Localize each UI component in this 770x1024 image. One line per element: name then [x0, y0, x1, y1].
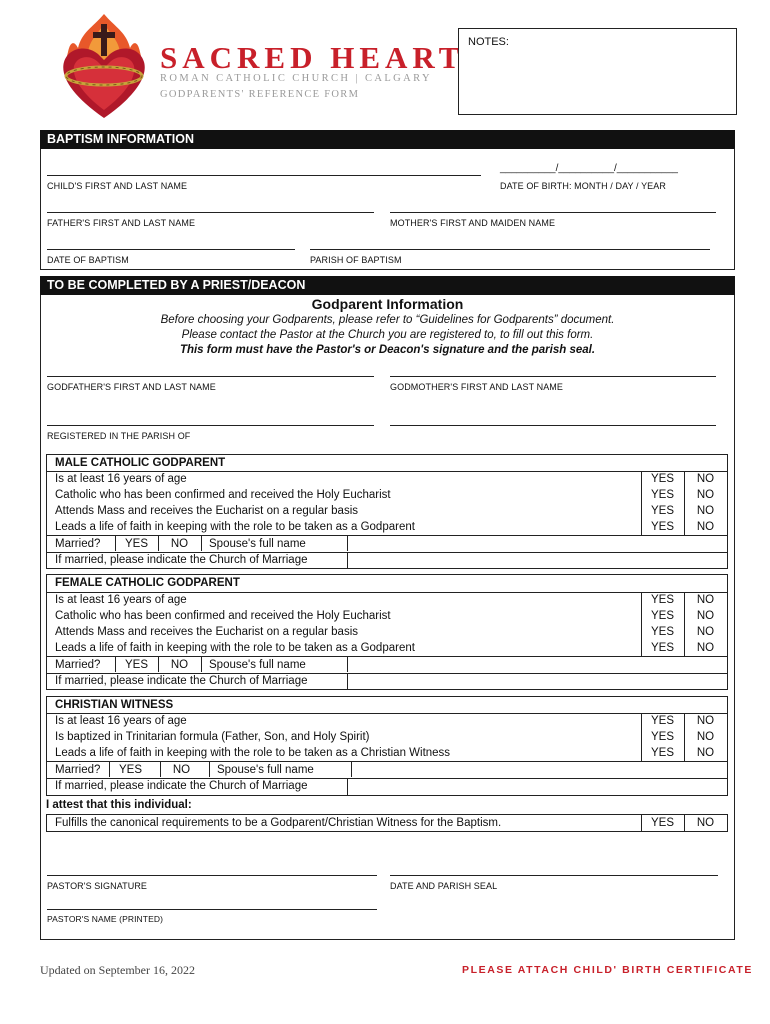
- attest-statement: Fulfills the canonical requirements to be a Godparent/Christian Witness for the Baptism.: [55, 817, 502, 829]
- registered-parish-field-2[interactable]: [390, 425, 716, 426]
- male-yes-3[interactable]: YES: [650, 505, 674, 517]
- female-married-no[interactable]: NO: [170, 659, 189, 671]
- male-married-no[interactable]: NO: [170, 538, 189, 550]
- godfather-name-label: GODFATHER'S FIRST AND LAST NAME: [47, 382, 216, 392]
- male-title: MALE CATHOLIC GODPARENT: [55, 457, 226, 469]
- church-name: SACRED HEART: [160, 40, 465, 75]
- female-married-label: Married?: [55, 659, 101, 671]
- birth-certificate-note: PLEASE ATTACH CHILD' BIRTH CERTIFICATE: [462, 964, 753, 976]
- baptism-date-label: DATE OF BAPTISM: [47, 255, 129, 265]
- date-seal-label: DATE AND PARISH SEAL: [390, 881, 498, 891]
- notes-label: NOTES:: [468, 36, 509, 48]
- witness-no-2[interactable]: NO: [696, 731, 715, 743]
- female-godparent-table: [46, 574, 728, 690]
- male-spouse-label: Spouse's full name: [209, 538, 306, 550]
- witness-married-no[interactable]: NO: [172, 764, 191, 776]
- registered-parish-field[interactable]: [47, 425, 374, 426]
- male-item-mass: Attends Mass and receives the Eucharist on a regular basis: [55, 505, 358, 517]
- sacred-heart-logo: [52, 10, 156, 122]
- church-subtitle: ROMAN CATHOLIC CHURCH | CALGARY: [160, 73, 432, 84]
- instruction-line-3: This form must have the Pastor's or Deacon's signature and the parish seal.: [179, 344, 596, 356]
- instruction-line-2: Please contact the Pastor at the Church you are registered to, to fill out this form.: [181, 329, 594, 341]
- witness-item-baptized: Is baptized in Trinitarian formula (Father, Son, and Holy Spirit): [55, 731, 370, 743]
- male-marriage-church-label: If married, please indicate the Church of Marriage: [55, 554, 308, 566]
- witness-marriage-church-label: If married, please indicate the Church of Marriage: [55, 780, 308, 792]
- witness-married-label: Married?: [55, 764, 101, 776]
- female-item-confirmed: Catholic who has been confirmed and received the Holy Eucharist: [55, 610, 391, 622]
- female-marriage-church-label: If married, please indicate the Church of Marriage: [55, 675, 308, 687]
- female-item-age: Is at least 16 years of age: [55, 594, 187, 606]
- female-no-1[interactable]: NO: [696, 594, 715, 606]
- christian-witness-table: [46, 696, 728, 796]
- child-name-field[interactable]: [47, 175, 481, 176]
- male-godparent-table: [46, 454, 728, 569]
- female-no-2[interactable]: NO: [696, 610, 715, 622]
- witness-yes-2[interactable]: YES: [650, 731, 674, 743]
- witness-item-faith: Leads a life of faith in keeping with the role to be taken as a Christian Witness: [55, 747, 451, 759]
- witness-no-1[interactable]: NO: [696, 715, 715, 727]
- pastor-name-field[interactable]: [47, 909, 377, 910]
- baptism-date-field[interactable]: [47, 249, 295, 250]
- witness-item-age: Is at least 16 years of age: [55, 715, 187, 727]
- baptism-parish-label: PARISH OF BAPTISM: [310, 255, 402, 265]
- male-no-4[interactable]: NO: [696, 521, 715, 533]
- male-item-faith: Leads a life of faith in keeping with the role to be taken as a Godparent: [55, 521, 415, 533]
- female-spouse-label: Spouse's full name: [209, 659, 306, 671]
- pastor-signature-field[interactable]: [47, 875, 377, 876]
- baptism-section-header: BAPTISM INFORMATION: [40, 130, 735, 149]
- attest-yes[interactable]: YES: [650, 817, 674, 829]
- female-married-yes[interactable]: YES: [124, 659, 148, 671]
- dob-field[interactable]: __________/__________/___________: [500, 163, 678, 174]
- father-name-label: FATHER'S FIRST AND LAST NAME: [47, 218, 196, 228]
- instruction-line-1: Before choosing your Godparents, please refer to “Guidelines for Godparents” document.: [160, 314, 615, 326]
- notes-box[interactable]: [458, 28, 737, 115]
- witness-yes-1[interactable]: YES: [650, 715, 674, 727]
- female-yes-2[interactable]: YES: [650, 610, 674, 622]
- male-no-1[interactable]: NO: [696, 473, 715, 485]
- witness-no-3[interactable]: NO: [696, 747, 715, 759]
- female-item-faith: Leads a life of faith in keeping with the role to be taken as a Godparent: [55, 642, 415, 654]
- pastor-name-label: PASTOR'S NAME (PRINTED): [47, 914, 164, 924]
- dob-label: DATE OF BIRTH: MONTH / DAY / YEAR: [500, 181, 666, 191]
- date-seal-field[interactable]: [390, 875, 718, 876]
- male-item-age: Is at least 16 years of age: [55, 473, 187, 485]
- godfather-name-field[interactable]: [47, 376, 374, 377]
- baptism-parish-field[interactable]: [310, 249, 710, 250]
- mother-name-field[interactable]: [390, 212, 716, 213]
- male-married-yes[interactable]: YES: [124, 538, 148, 550]
- pastor-signature-label: PASTOR'S SIGNATURE: [47, 881, 148, 891]
- witness-title: CHRISTIAN WITNESS: [55, 699, 174, 711]
- witness-yes-3[interactable]: YES: [650, 747, 674, 759]
- female-no-3[interactable]: NO: [696, 626, 715, 638]
- male-no-2[interactable]: NO: [696, 489, 715, 501]
- godparent-info-heading: Godparent Information: [311, 296, 464, 312]
- female-yes-4[interactable]: YES: [650, 642, 674, 654]
- male-yes-4[interactable]: YES: [650, 521, 674, 533]
- male-no-3[interactable]: NO: [696, 505, 715, 517]
- female-item-mass: Attends Mass and receives the Eucharist on a regular basis: [55, 626, 358, 638]
- female-yes-1[interactable]: YES: [650, 594, 674, 606]
- male-item-confirmed: Catholic who has been confirmed and received the Holy Eucharist: [55, 489, 391, 501]
- attest-table: [46, 814, 728, 832]
- form-title: GODPARENTS' REFERENCE FORM: [160, 89, 360, 100]
- female-title: FEMALE CATHOLIC GODPARENT: [55, 577, 240, 589]
- priest-section-header: TO BE COMPLETED BY A PRIEST/DEACON: [40, 276, 735, 295]
- attest-no[interactable]: NO: [696, 817, 715, 829]
- witness-spouse-label: Spouse's full name: [217, 764, 314, 776]
- male-yes-2[interactable]: YES: [650, 489, 674, 501]
- father-name-field[interactable]: [47, 212, 374, 213]
- male-yes-1[interactable]: YES: [650, 473, 674, 485]
- updated-date: Updated on September 16, 2022: [40, 963, 195, 977]
- child-name-label: CHILD'S FIRST AND LAST NAME: [47, 181, 188, 191]
- registered-parish-label: REGISTERED IN THE PARISH OF: [47, 431, 191, 441]
- attest-heading: I attest that this individual:: [46, 799, 192, 811]
- mother-name-label: MOTHER'S FIRST AND MAIDEN NAME: [390, 218, 556, 228]
- godmother-name-label: GODMOTHER'S FIRST AND LAST NAME: [390, 382, 564, 392]
- female-yes-3[interactable]: YES: [650, 626, 674, 638]
- female-no-4[interactable]: NO: [696, 642, 715, 654]
- godmother-name-field[interactable]: [390, 376, 716, 377]
- male-married-label: Married?: [55, 538, 101, 550]
- witness-married-yes[interactable]: YES: [118, 764, 142, 776]
